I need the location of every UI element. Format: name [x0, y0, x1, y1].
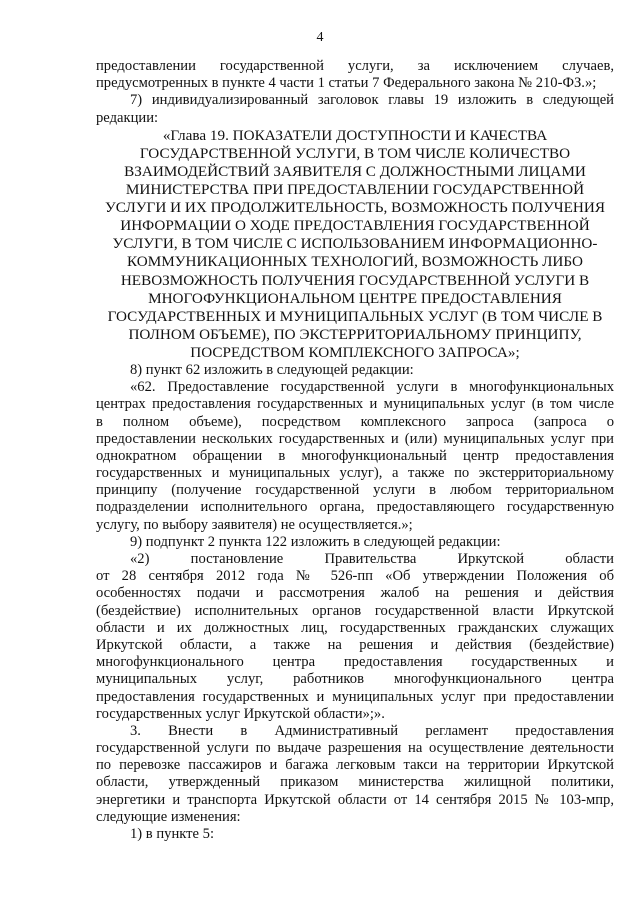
text-line: области и их должностных лиц, государственных гражданских служащих: [96, 619, 614, 636]
text-line: «62. Предоставление государственной услуги в многофункциональных: [130, 379, 614, 396]
text-line: центрах предоставления государственных и муниципальных услуг (в том числе: [96, 396, 614, 413]
heading-line: ИНФОРМАЦИИ О ХОДЕ ПРЕДОСТАВЛЕНИЯ ГОСУДАРСТВЕННОЙ: [120, 217, 590, 235]
heading-line: ГОСУДАРСТВЕННЫХ И МУНИЦИПАЛЬНЫХ УСЛУГ (В ТОМ ЧИСЛЕ В: [107, 307, 603, 325]
heading-line: УСЛУГИ И ИХ ПРОДОЛЖИТЕЛЬНОСТЬ, ВОЗМОЖНОСТЬ ПОЛУЧЕНИЯ: [105, 199, 605, 217]
text-line: «2) постановление Правительства Иркутской области: [130, 551, 614, 568]
text-line: принципу (получение государственной услуги в любом территориальном: [96, 482, 614, 499]
heading-line: ПОСРЕДСТВОМ КОМПЛЕКСНОГО ЗАПРОСА»;: [190, 343, 520, 361]
text-line: 9) подпункт 2 пункта 122 изложить в следующей редакции:: [130, 533, 501, 550]
heading-line: ГОСУДАРСТВЕННОЙ УСЛУГИ, В ТОМ ЧИСЛЕ КОЛИЧЕСТВО: [139, 144, 571, 162]
text-line: (бездействие) исполнительных органов государственной власти Иркутской: [96, 602, 614, 619]
chapter-heading: [96, 127, 614, 362]
heading-line: «Глава 19. ПОКАЗАТЕЛИ ДОСТУПНОСТИ И КАЧЕСТВА: [162, 126, 548, 144]
heading-line: МИНИСТЕРСТВА ПРИ ПРЕДОСТАВЛЕНИИ ГОСУДАРСТВЕННОЙ: [125, 181, 585, 199]
text-line: государственных услуг Иркутской области»;».: [96, 705, 385, 722]
text-line: по перевозке пассажиров и багажа легковым такси на территории Иркутской: [96, 757, 614, 774]
document-body: [96, 58, 614, 843]
text-line: услугу, по выбору заявителя) не осуществляется.»;: [96, 516, 413, 533]
heading-line: ВЗАИМОДЕЙСТВИЙ ЗАЯВИТЕЛЯ С ДОЛЖНОСТНЫМИ ЛИЦАМИ: [124, 162, 586, 180]
paragraph-block: [96, 58, 614, 127]
text-line: в полном объеме), посредством комплексного запроса (запроса о: [96, 413, 614, 430]
text-line: предоставлении нескольких государственных и (или) муниципальных услуг при: [96, 430, 614, 447]
text-line: Иркутской области, а также на решения и действия (бездействие): [96, 636, 614, 653]
page-number: 4: [316, 30, 324, 45]
text-line: редакции:: [96, 109, 159, 126]
text-line: особенностях подачи и рассмотрения жалоб на решения и действия: [96, 585, 614, 602]
text-line: области, утвержденный приказом министерства жилищной политики,: [96, 774, 614, 791]
text-line: подразделении исполнительного органа, предоставляющего государственную: [96, 499, 614, 516]
heading-line: МНОГОФУНКЦИОНАЛЬНОМ ЦЕНТРЕ ПРЕДОСТАВЛЕНИЯ: [148, 289, 562, 307]
heading-line: УСЛУГИ, В ТОМ ЧИСЛЕ С ИСПОЛЬЗОВАНИЕМ ИНФОРМАЦИОННО-: [112, 235, 598, 253]
heading-line: ПОЛНОМ ОБЪЕМЕ), ПО ЭКСТЕРРИТОРИАЛЬНОМУ ПРИНЦИПУ,: [128, 325, 582, 343]
text-line: государственных и муниципальных услуг), а также по экстерриториальному: [96, 465, 614, 482]
text-line: 1) в пункте 5:: [130, 826, 215, 843]
text-line: государственной услуги по выдаче разрешения на осуществление деятельности: [96, 740, 614, 757]
text-line: предоставлении государственной услуги, за исключением случаев,: [96, 58, 614, 74]
text-line: 3. Внести в Административный регламент предоставления: [130, 722, 614, 739]
paragraph-block: [96, 362, 614, 843]
heading-line: НЕВОЗМОЖНОСТЬ ПОЛУЧЕНИЯ ГОСУДАРСТВЕННОЙ УСЛУГИ В: [120, 271, 590, 289]
text-line: однократном обращении в многофункциональный центр предоставления: [96, 447, 614, 464]
heading-line: КОММУНИКАЦИОННЫХ ТЕХНОЛОГИЙ, ВОЗМОЖНОСТЬ ЛИБО: [127, 253, 583, 271]
text-line: предоставления государственных и муниципальных услуг при предоставлении: [96, 688, 614, 705]
text-line: следующие изменения:: [96, 808, 241, 825]
text-line: предусмотренных в пункте 4 части 1 статьи 7 Федерального закона № 210-ФЗ.»;: [96, 75, 597, 92]
text-line: энергетики и транспорта Иркутской области от 14 сентября 2015 № 103-мпр,: [96, 791, 614, 808]
text-line: 7) индивидуализированный заголовок главы 19 изложить в следующей: [130, 92, 614, 109]
text-line: 8) пункт 62 изложить в следующей редакции:: [130, 361, 414, 378]
text-line: от 28 сентября 2012 года № 526-пп «Об утверждении Положения об: [96, 568, 614, 585]
text-line: многофункционального центра предоставления государственных и: [96, 654, 614, 671]
text-line: муниципальных услуг, работников многофункционального центра: [96, 671, 614, 688]
